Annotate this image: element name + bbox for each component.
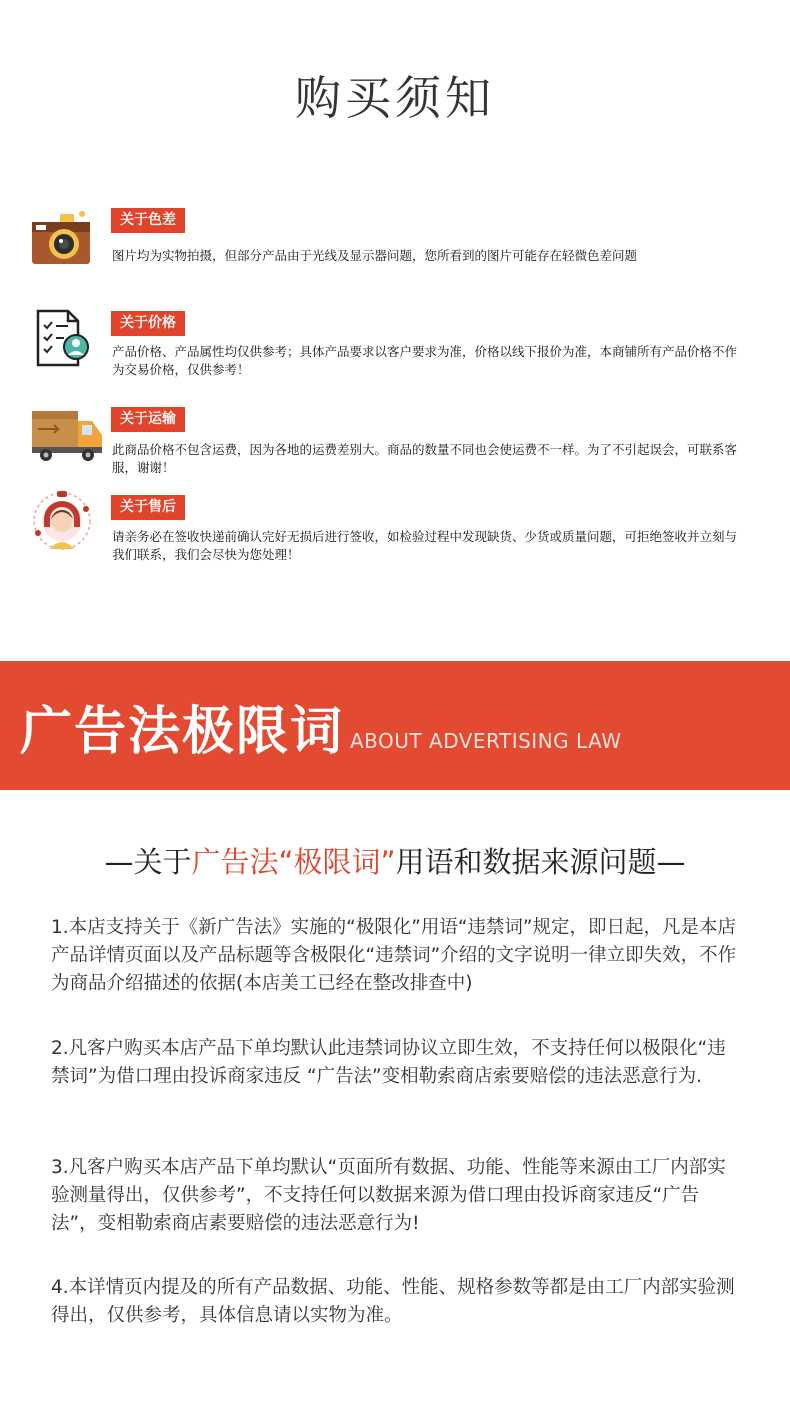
tag-price: 关于价格 <box>111 311 185 336</box>
section-heading <box>0 840 790 881</box>
notice-shipping-text: 此商品价格不包含运费，因为各地的运费差别大。商品的数量不同也会使运费不一样。为了不引起误会，可联系客服，谢谢！ <box>112 442 738 475</box>
notice-color-text: 图片均为实物拍摄，但部分产品由于光线及显示器问题，您所看到的图片可能存在轻微色差问题 <box>112 248 638 263</box>
section-heading-highlight: 广告法“极限词” <box>191 845 396 879</box>
tag-color: 关于色差 <box>111 208 185 233</box>
banner-title-en: ABOUT ADVERTISING LAW <box>350 729 622 753</box>
document-person-icon <box>30 307 94 371</box>
tag-shipping: 关于运输 <box>111 407 185 432</box>
paragraph-1: 1.本店支持关于《新广告法》实施的“极限化”用语“违禁词”规定，即日起，凡是本店产品详情页面以及产品标题等含极限化“违禁词”介绍的文字说明一律立即失效，不作为商品介绍描述的依据(本店美工已经在整改排查中) <box>51 917 737 994</box>
section-heading-prefix: —关于 <box>104 845 192 879</box>
customer-service-icon <box>30 489 94 553</box>
paragraph-2: 2.凡客户购买本店产品下单均默认此违禁词协议立即生效，不支持任何以极限化“违禁词”为借口理由投诉商家违反 “广告法”变相勒索商店索要赔偿的违法恶意行为. <box>51 1038 726 1087</box>
page-title: 购买须知 <box>295 71 495 125</box>
banner-title-cn: 广告法极限词 <box>20 702 345 762</box>
camera-icon <box>30 208 94 272</box>
delivery-truck-icon <box>30 405 104 469</box>
tag-aftersales: 关于售后 <box>111 495 185 520</box>
ad-law-banner <box>0 661 790 790</box>
paragraph-3: 3.凡客户购买本店产品下单均默认“页面所有数据、功能、性能等来源由工厂内部实验测量得出，仅供参考”，不支持任何以数据来源为借口理由投诉商家违反“广告法”，变相勒索商店素要赔偿的违法恶意行为! <box>51 1157 726 1234</box>
section-heading-suffix: 用语和数据来源问题— <box>395 845 686 879</box>
notice-aftersales-text: 请亲务必在签收快递前确认完好无损后进行签收，如检验过程中发现缺货、少货或质量问题，可拒绝签收并立刻与我们联系，我们会尽快为您处理！ <box>112 529 738 562</box>
paragraph-4: 4.本详情页内提及的所有产品数据、功能、性能、规格参数等都是由工厂内部实验测得出，仅供参考，具体信息请以实物为准。 <box>51 1277 735 1326</box>
notice-price-text: 产品价格、产品属性均仅供参考；具体产品要求以客户要求为准，价格以线下报价为准，本商铺所有产品价格不作为交易价格，仅供参考！ <box>112 344 738 377</box>
